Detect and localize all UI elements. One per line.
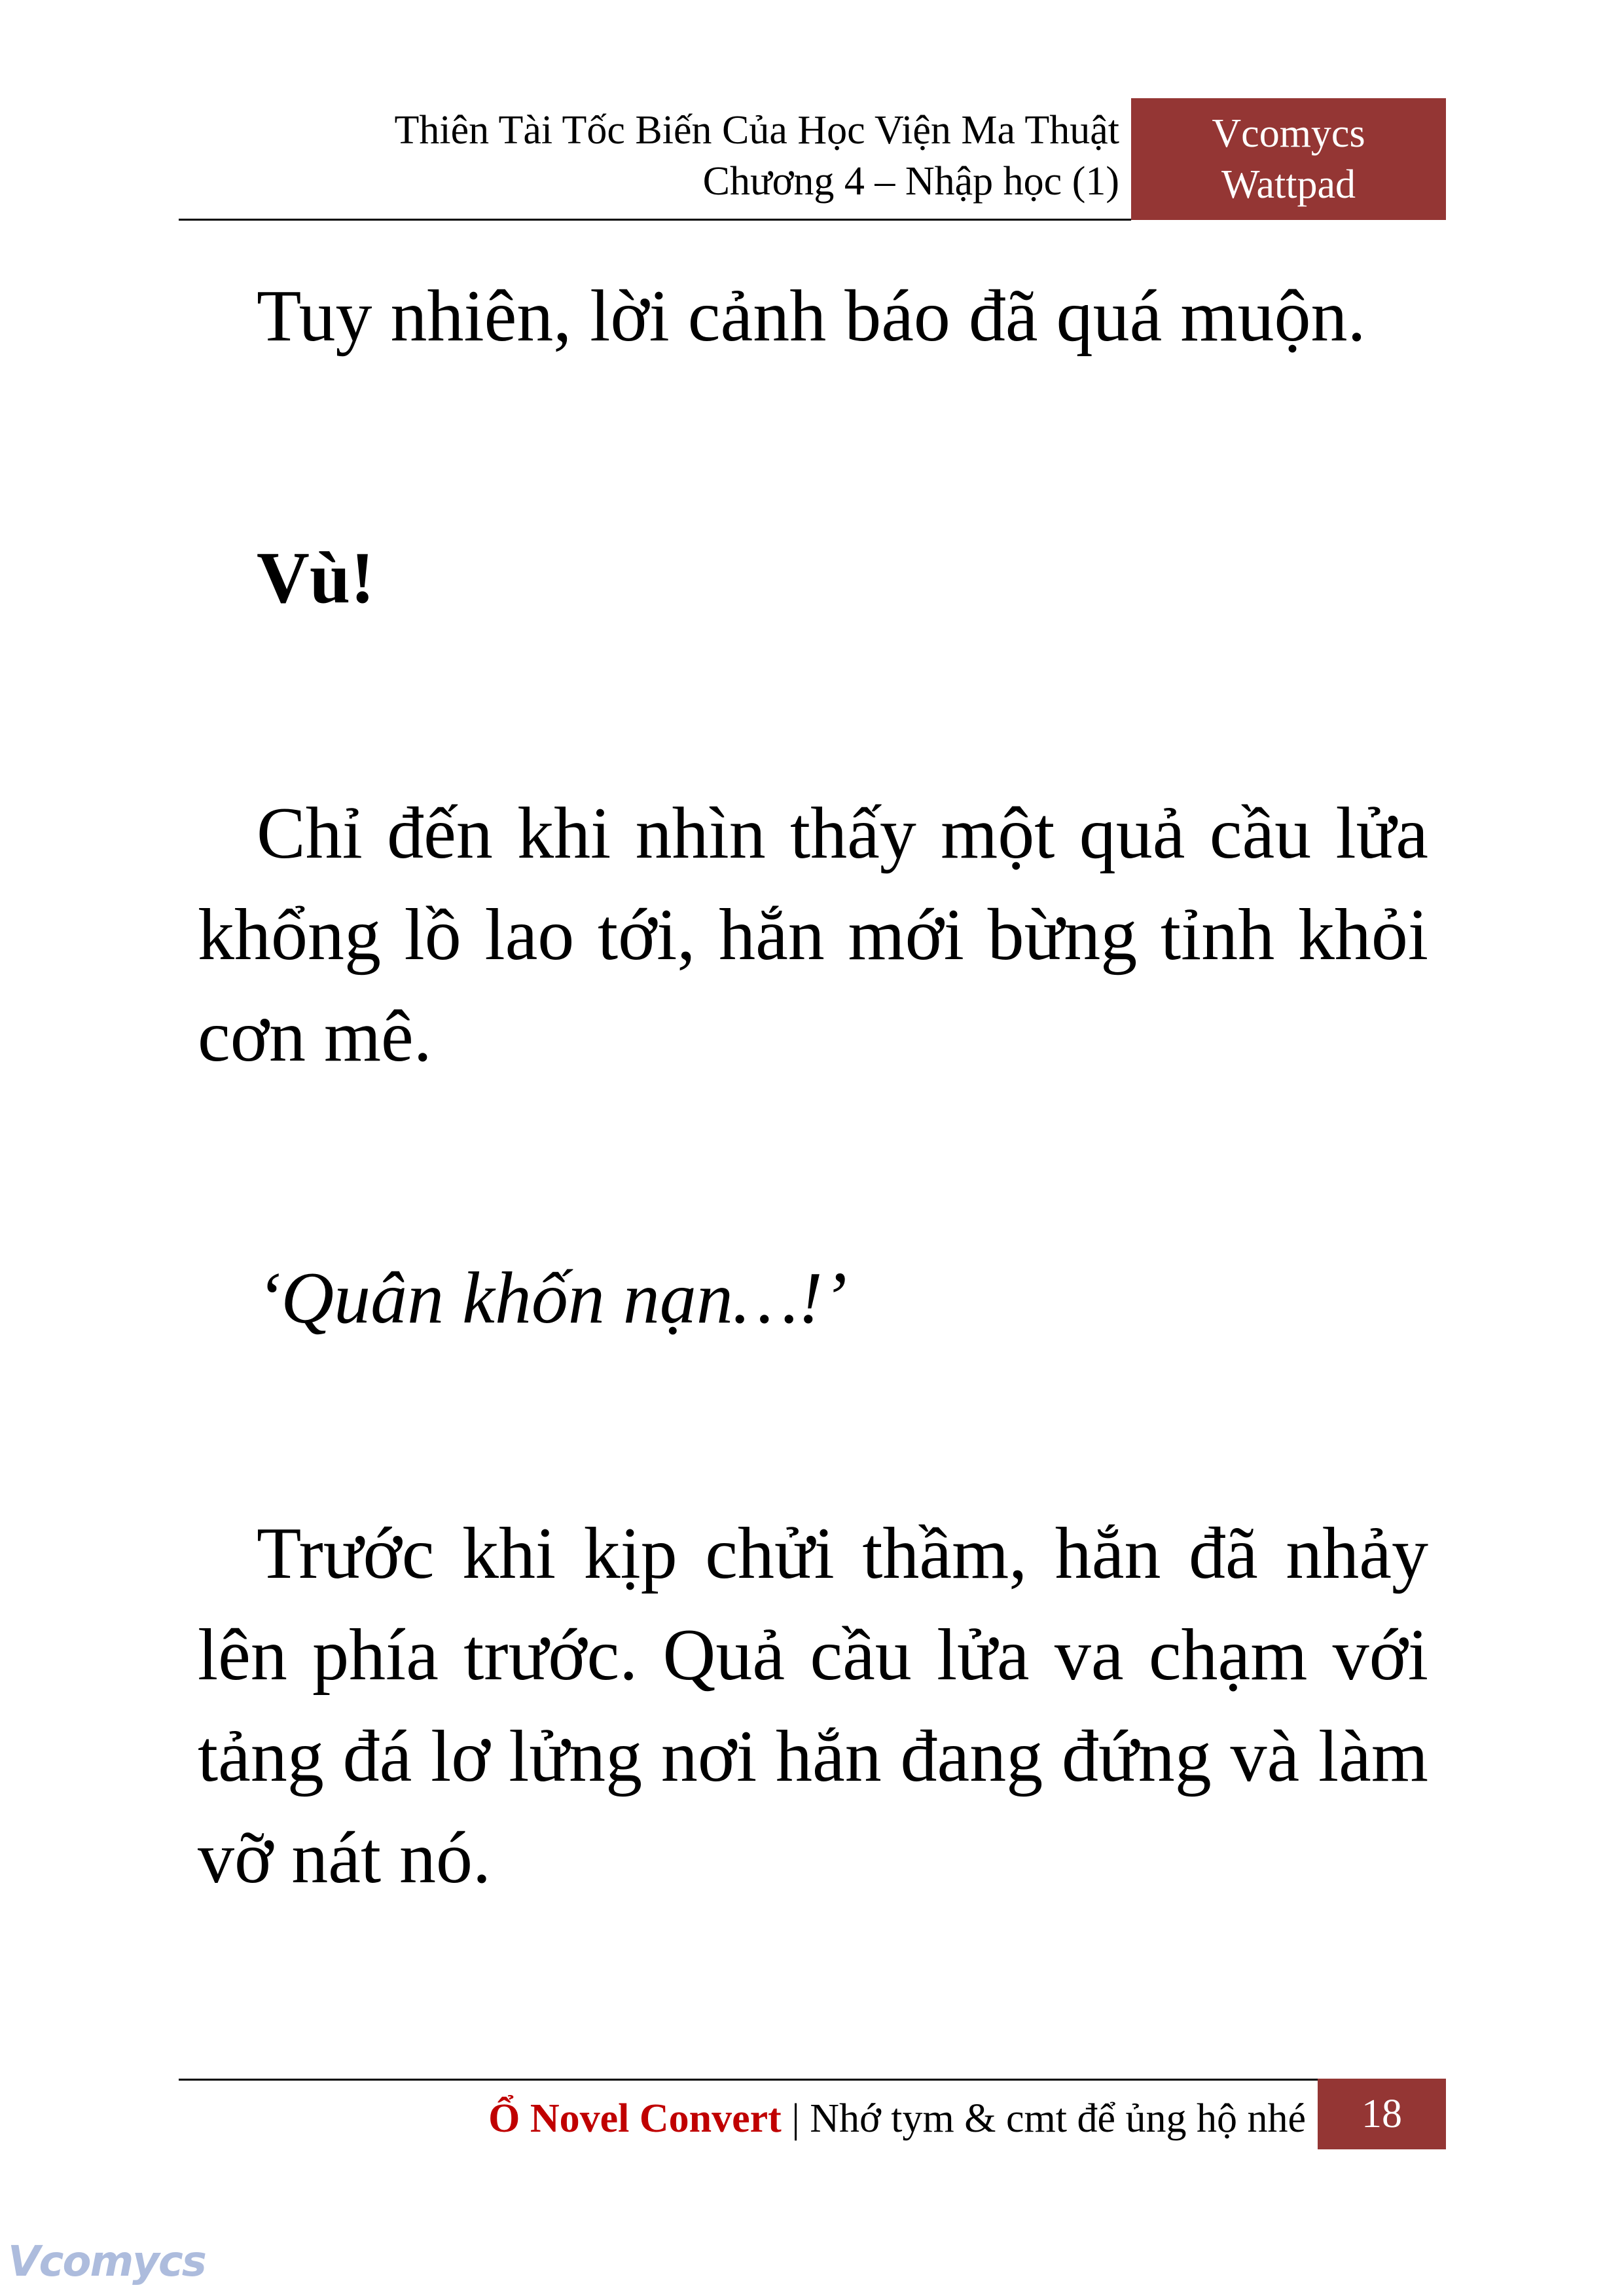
header-badge [1131, 98, 1446, 220]
watermark-logo: Vcomycs [8, 2238, 206, 2286]
footer-divider [179, 2079, 1318, 2081]
footer-note: Nhớ tym & cmt để ủng hộ nhé [810, 2096, 1306, 2141]
header-badge-line1: Vcomycs [1212, 111, 1365, 156]
header-badge-line2: Wattpad [1221, 162, 1356, 207]
paragraph-4: ‘Quân khốn nạn…!’ [257, 1258, 848, 1339]
paragraph-3: Chỉ đến khi nhìn thấy một quả cầu lửa khổng lồ lao tới, hắn mới bừng tỉnh khỏi cơn mê. [198, 793, 1428, 1077]
paragraph-1: Tuy nhiên, lời cảnh báo đã quá muộn. [257, 276, 1366, 357]
running-footer [170, 2092, 1306, 2145]
book-title: Thiên Tài Tốc Biến Của Học Viện Ma Thuật [394, 108, 1119, 153]
page-number: 18 [1318, 2079, 1446, 2149]
running-header [170, 105, 1119, 207]
chapter-title: Chương 4 – Nhập học (1) [702, 159, 1119, 204]
header-divider [179, 219, 1131, 221]
footer-brand: Ổ Novel Convert [488, 2096, 782, 2141]
footer-separator: | [781, 2096, 810, 2141]
paragraph-5: Trước khi kịp chửi thầm, hắn đã nhảy lên phía trước. Quả cầu lửa va chạm với tảng đá lơ lửng nơi hắn đang đứng và làm vỡ nát nó. [198, 1513, 1428, 1899]
paragraph-2: Vù! [257, 538, 375, 619]
